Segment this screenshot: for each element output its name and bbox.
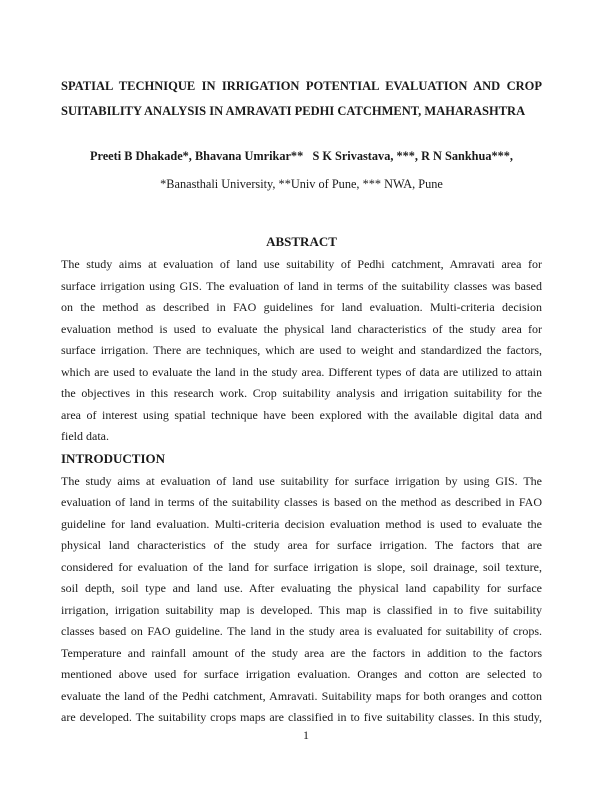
page-content: [61, 74, 542, 729]
text-line: which are used to evaluate the land in the study area. Different types of data are utilized to attain: [61, 364, 542, 379]
text-line: evaluation method is used to evaluate the physical land characteristics of the study area for: [61, 321, 542, 336]
text-line: surface irrigation. There are techniques, which are used to weight and standardized the factors,: [61, 343, 542, 357]
text-line: physical land characteristics of the study area for surface irrigation. The factors that are: [61, 538, 542, 552]
text-line: evaluation of land in terms of the suitability classes is based on the method as described in FAO: [61, 495, 542, 509]
text-line: SPATIAL TECHNIQUE IN IRRIGATION POTENTIAL EVALUATION AND CROP: [61, 79, 542, 93]
text-line: are developed. The suitability crops maps are classified in to five suitability classes. In this study,: [61, 710, 542, 724]
text-line: classes based on FAO guideline. The land in the study area is evaluated for suitability of crops.: [61, 624, 542, 638]
text-line: surface irrigation using GIS. The evaluation of land in terms of the suitability classes was based: [61, 278, 542, 293]
text-line: on the method as described in FAO guidelines for land evaluation. Multi-criteria decision: [61, 300, 542, 314]
affiliation-line: *Banasthali University, **Univ of Pune, *** NWA, Pune: [160, 177, 443, 191]
text-line: The study aims at evaluation of land use suitability of Pedhi catchment, Amravati area for: [61, 257, 542, 271]
abstract-heading: ABSTRACT: [266, 234, 337, 249]
paper-title: [61, 74, 542, 124]
abstract-paragraph: [61, 254, 542, 448]
introduction-heading: INTRODUCTION: [61, 450, 166, 466]
text-line: considered for evaluation of the land for surface irrigation is slope, soil drainage, soil texture,: [61, 559, 542, 574]
text-line: the objectives in this research work. Crop suitability analysis and irrigation suitability for the: [61, 386, 542, 400]
text-line: mentioned above used for surface irrigation evaluation. Oranges and cotton are selected to: [61, 667, 542, 681]
text-line: SUITABILITY ANALYSIS IN AMRAVATI PEDHI CATCHMENT, MAHARASHTRA: [61, 104, 526, 118]
text-line: soil depth, soil type and land use. After evaluating the physical land capability for surface: [61, 581, 542, 595]
text-line: field data.: [61, 429, 109, 443]
text-line: irrigation, irrigation suitability map is developed. This map is classified in to five suitability: [61, 602, 542, 617]
text-line: evaluate the land of the Pedhi catchment, Amravati. Suitability maps for both oranges and cotton: [61, 688, 542, 703]
authors-line: Preeti B Dhakade*, Bhavana Umrikar** S K Srivastava, ***, R N Sankhua***,: [89, 149, 514, 163]
page-number: 1: [303, 728, 309, 742]
text-line: Temperature and rainfall amount of the study area are the factors in addition to the factors: [61, 645, 542, 660]
introduction-paragraph: [61, 471, 542, 729]
text-line: guideline for land evaluation. Multi-criteria decision evaluation method is used to evaluate the: [61, 516, 542, 531]
text-line: The study aims at evaluation of land use suitability for surface irrigation by using GIS. The: [61, 473, 542, 488]
text-line: area of interest using spatial technique have been explored with the available digital data and: [61, 407, 542, 422]
